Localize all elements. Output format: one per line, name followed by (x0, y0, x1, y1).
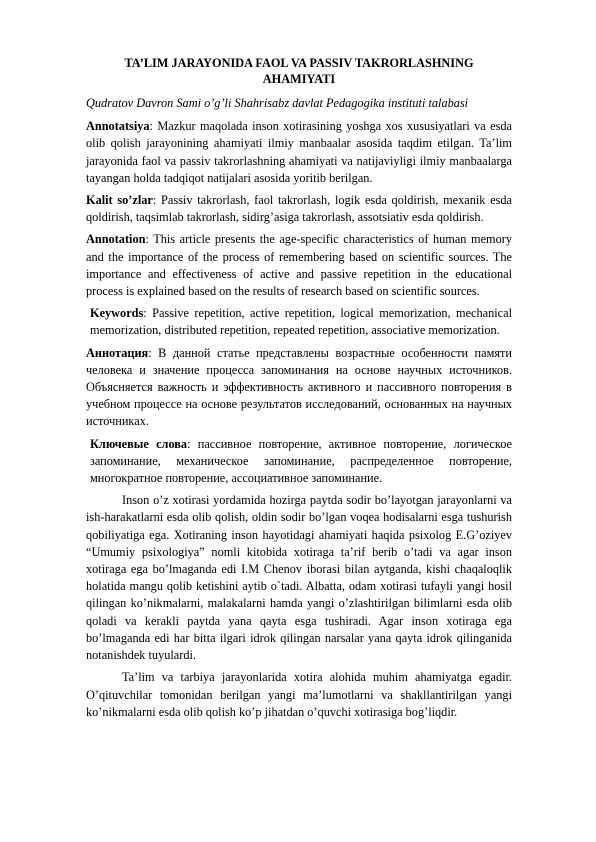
keywords-paragraph (86, 305, 512, 339)
annotatsiya-text: : Mazkur maqolada inson xotirasining yoshga xos xususiyatlari va esda olib qolish jarayonining ahamiyati ilmiy manbaalar asosida taqdim etilgan. Ta’lim jarayonida faol va passiv takrorlashning ahamiyati va natijaviyligi ilmiy manbaalarga tayangan holda tadqiqot natijalari asosida yoritib berilgan. (86, 119, 512, 185)
keywords-ru-paragraph (86, 436, 512, 488)
article-title: TA’LIM JARAYONIDA FAOL VA PASSIV TAKRORLASHNING AHAMIYATI (124, 56, 474, 86)
keywords-ru-text: : пассивное повторение, активное повторение, логическое запоминание, механическое запоминание, распределенное повторение, многократное повторение, ассоциативное запоминание. (90, 436, 512, 486)
annotatsiya-ru-text: : В данной статье представлены возрастные особенности памяти человека и значение процесса запоминания на основе научных источников. Объясняется важность и эффективность активного и пассивного повторения в учебном процессе на основе результатов исследований, основанных на научных источниках. (86, 345, 512, 429)
body-paragraph: Ta’lim va tarbiya jarayonlarida xotira alohida muhim ahamiyatga egadir. O’qituvchilar tomonidan berilgan yangi ma’lumotlarni va shakllantirilgan yangi ko’nikmalarni esda olib qolish ko’p jihatdan o’quvchi xotirasiga bog’liqdir. (86, 670, 512, 719)
annotatsiya-ru-label: Аннотация (86, 345, 149, 360)
keywords-ru-label: Ключевые слова (90, 436, 188, 451)
annotatsiya-label: Annotatsiya (86, 119, 150, 134)
body-paragraph: Inson o’z xotirasi yordamida hozirga paytda sodir bo’layotgan jarayonlarni va ish-harakatlarni esda olib qolish, oldin sodir bo’lgan voqea hodisalarni esga tushurish qobiliyatiga ega. Xotiraning inson hayotidagi ahamiyati haqida psixolog E.G’oziyev “Umumiy psixologiya” nomli kitobida xotiraga ta’rif berib o’tadi va agar inson xotiraga ega bo’lmaganda edi I.M Chenov iborasi bilan aytganda, kishi chaqaloqlik holatida mangu qolib ketishini aytib o`tadi. Albatta, odam xotirasi tufayli yangi hosil qilingan ko’nikmalarni, malakalarni hamda yangi o’zlashtirilgan bilimlarni esda olib qoladi va kerakli paytda yana qayta esga tushiradi. Agar inson xotiraga ega bo’lmaganda edi har bitta ilgari idrok qilingan narsalar yana qayta idrok qilinganida notanishdek tuyulardi. (86, 493, 512, 663)
article-content (86, 55, 512, 726)
annotatsiya-ru-paragraph (86, 345, 512, 431)
annotatsiya-paragraph (86, 118, 512, 187)
kalit-sozlar-paragraph (86, 192, 512, 226)
keywords-text: : Passive repetition, active repetition, logical memorization, mechanical memorization, distributed repetition, repeated repetition, associative memorization. (90, 306, 512, 338)
author-line: Qudratov Davron Sami o’g’li Shahrisabz davlat Pedagogika instituti talabasi (86, 96, 469, 110)
annotation-paragraph (86, 231, 512, 300)
keywords-label: Keywords (90, 306, 144, 321)
annotation-text: : This article presents the age-specific characteristics of human memory and the importance of the process of remembering based on scientific sources. The importance and effectiveness of active and passive repetition in the educational process is explained based on the results of research based on scientific sources. (86, 232, 512, 299)
kalit-sozlar-text: : Passiv takrorlash, faol takrorlash, logik esda qoldirish, mexanik esda qoldirish, taqsimlab takrorlash, sidirg’asiga takrorlash, assotsiativ esda qoldirish. (86, 193, 512, 225)
annotation-label: Annotation (86, 232, 146, 247)
kalit-sozlar-label: Kalit so’zlar (86, 193, 153, 208)
